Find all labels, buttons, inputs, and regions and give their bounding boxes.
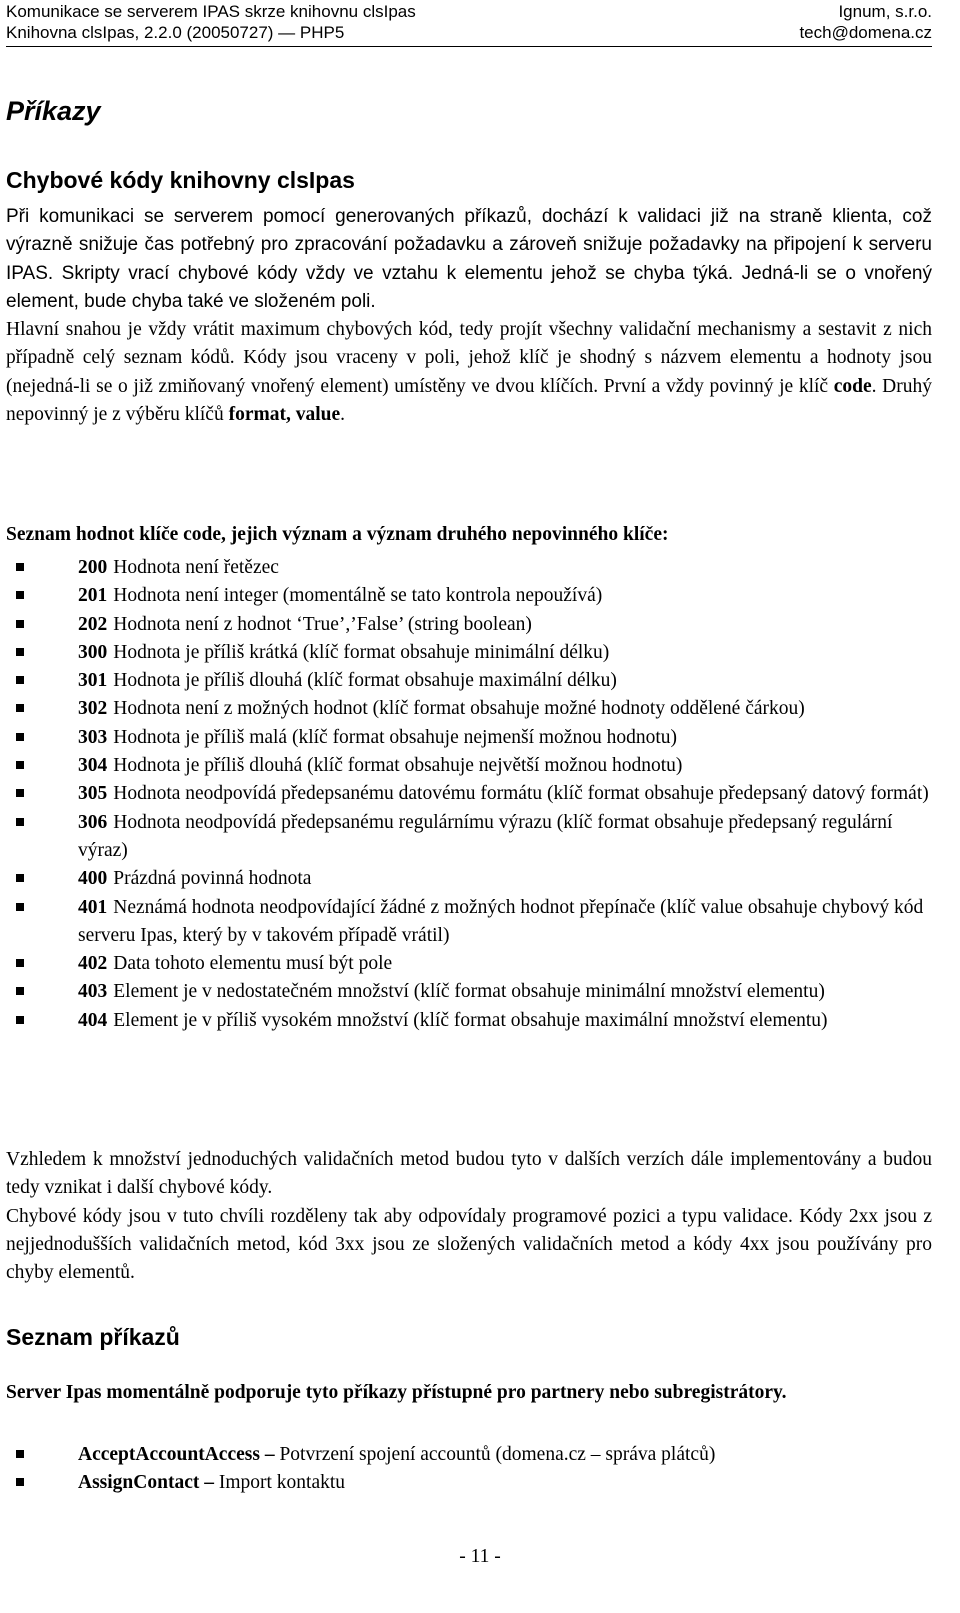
- header-company: Ignum, s.r.o.: [838, 2, 932, 21]
- error-code-number: 305: [78, 783, 108, 805]
- error-code-item: [6, 752, 932, 780]
- command-list: [6, 1441, 932, 1498]
- section-heading-commands: Seznam příkazů: [6, 1324, 180, 1350]
- intro-text: [6, 203, 932, 429]
- section-heading-error-codes: Chybové kódy knihovny clsIpas: [6, 167, 355, 193]
- error-code-item: [6, 582, 932, 610]
- error-code-description: Hodnota není z možných hodnot (klíč format obsahuje možné hodnoty oddělené čárkou): [113, 698, 805, 720]
- closing-text: [6, 1146, 932, 1287]
- error-code-item: [6, 950, 932, 978]
- inline-text: Kódy jsou vraceny v poli, jehož klíč je shodný s názvem elementu a hodnoty jsou (nejedná-li se o již zmiňovaný vnořený element) umístěny ve dvou klíčích. První a vždy povinný je klíč: [6, 347, 933, 397]
- error-code-number: 300: [78, 641, 108, 663]
- error-code-item: [6, 865, 932, 893]
- commands-intro: [6, 1379, 932, 1407]
- error-code-description: Data tohoto elementu musí být pole: [113, 953, 393, 975]
- header-version: Knihovna clsIpas, 2.2.0 (20050727) — PHP5: [6, 23, 345, 42]
- error-code-description: Hodnota neodpovídá předepsanému regulárnímu výrazu (klíč format obsahuje předepsaný regulární výraz): [78, 811, 893, 861]
- closing-paragraph-1: Vzhledem k množství jednoduchých validačních metod budou tyto v dalších verzích dále implementovány a budou tedy vznikat i další chybové kódy.: [6, 1149, 932, 1199]
- header-email: tech@domena.cz: [799, 23, 932, 42]
- error-code-item: [6, 1007, 932, 1035]
- command-description: Potvrzení spojení accountů (domena.cz – správa plátců): [279, 1444, 716, 1465]
- closing-paragraph-2: Chybové kódy jsou v tuto chvíli rozděleny tak aby odpovídaly programové pozici a typu validace. Kódy 2xx jsou z nejjednodušších validačních metod, kód 3xx jsou ze složených validačních metod a kódy 4xx jsou používány pro chyby elementů.: [6, 1205, 932, 1284]
- error-code-number: 303: [78, 726, 108, 748]
- error-code-description: Hodnota není z hodnot ‘True’,’False’ (string boolean): [113, 613, 532, 635]
- error-code-number: 302: [78, 698, 108, 720]
- code-list-title: Seznam hodnot klíče code, jejich význam a význam druhého nepovinného klíče:: [6, 524, 669, 545]
- error-code-description: Hodnota je příliš krátká (klíč format obsahuje minimální délku): [113, 641, 610, 663]
- command-separator: –: [259, 1444, 280, 1465]
- error-code-description: Hodnota není integer (momentálně se tato kontrola nepoužívá): [113, 585, 603, 607]
- error-code-item: [6, 639, 932, 667]
- command-item: [6, 1441, 932, 1469]
- error-code-description: Neznámá hodnota neodpovídající žádné z možných hodnot přepínače (klíč value obsahuje chybový kód serveru Ipas, který by v takovém případě vrátil): [78, 896, 924, 946]
- commands-intro-text: Server Ipas momentálně podporuje tyto příkazy přístupné pro partnery nebo subregistrátory.: [6, 1382, 787, 1403]
- error-code-item: [6, 978, 932, 1006]
- error-code-number: 402: [78, 953, 108, 975]
- error-code-number: 404: [78, 1009, 108, 1031]
- command-name: AssignContact: [78, 1472, 200, 1494]
- inline-key-name: code: [833, 375, 872, 397]
- page-title: Příkazy: [6, 96, 101, 126]
- error-code-description: Hodnota neodpovídá předepsanému datovému formátu (klíč format obsahuje předepsaný datový formát): [113, 783, 929, 805]
- inline-key-name: format, value: [228, 404, 341, 426]
- command-separator: –: [199, 1472, 219, 1494]
- error-code-number: 301: [78, 670, 108, 692]
- page-number: - 11 -: [459, 1546, 501, 1567]
- error-code-number: 401: [78, 896, 108, 918]
- document-page: [6, 0, 933, 1494]
- error-code-item: [6, 554, 932, 582]
- command-description: Import kontaktu: [218, 1472, 346, 1494]
- header-doc-title: Komunikace se serverem IPAS skrze knihovnu clsIpas: [6, 2, 416, 21]
- error-code-item: [6, 667, 932, 695]
- error-code-number: 200: [78, 557, 108, 578]
- error-code-number: 400: [78, 868, 108, 890]
- error-code-description: Hodnota je příliš dlouhá (klíč format obsahuje největší možnou hodnotu): [113, 755, 683, 777]
- error-code-description: Hodnota je příliš malá (klíč format obsahuje nejmenší možnou hodnotu): [113, 726, 677, 748]
- error-code-list: [6, 554, 932, 1035]
- error-code-item: [6, 724, 932, 752]
- error-code-description: Element je v příliš vysokém množství (klíč format obsahuje maximální množství elementu): [113, 1009, 828, 1031]
- error-code-item: [6, 894, 932, 951]
- intro-paragraph-2: Hlavní snahou je vždy vrátit maximum chybových kód, tedy projít všechny validační mechanismy a sestavit z nich případně celý seznam kódů. Kódy jsou vraceny v poli, jehož klíč je shodný s názvem elementu a hodnoty jsou (nejedná-li se o již zmiňovaný vnořený element) umístěny ve dvou klíčích. První a vždy povinný je klíč code. Druhý nepovinný je z výběru klíčů format, value.: [6, 319, 933, 426]
- error-code-description: Prázdná povinná hodnota: [113, 868, 312, 890]
- error-code-item: [6, 611, 932, 639]
- inline-text: . Druhý nepovinný je z výběru klíčů: [6, 375, 932, 426]
- running-header: [6, 1, 932, 47]
- error-code-item: [6, 780, 932, 808]
- error-code-description: Element je v nedostatečném množství (klíč format obsahuje minimální množství elementu): [113, 981, 825, 1003]
- error-code-item: [6, 809, 932, 866]
- error-code-number: 304: [78, 755, 108, 777]
- command-item: [6, 1469, 932, 1497]
- error-code-number: 202: [78, 613, 108, 635]
- intro-paragraph-1: Při komunikaci se serverem pomocí generovaných příkazů, dochází k validaci již na straně klienta, což výrazně snižuje čas potřebný pro zpracování požadavku a zároveň snižuje požadavky na připojení k serveru IPAS. Skripty vrací chybové kódy vždy ve vztahu k elementu jehož se chyba týká. Jedná-li se o vnořený element, bude chyba také ve složeném poli.: [6, 206, 932, 312]
- inline-text: .: [340, 404, 346, 426]
- error-code-number: 403: [78, 981, 108, 1003]
- error-code-description: Hodnota není řetězec: [113, 557, 279, 578]
- command-name: AcceptAccountAccess: [78, 1444, 260, 1465]
- error-code-number: 306: [78, 811, 108, 833]
- error-code-item: [6, 695, 932, 723]
- error-code-number: 201: [78, 585, 108, 607]
- error-code-description: Hodnota je příliš dlouhá (klíč format obsahuje maximální délku): [113, 670, 617, 692]
